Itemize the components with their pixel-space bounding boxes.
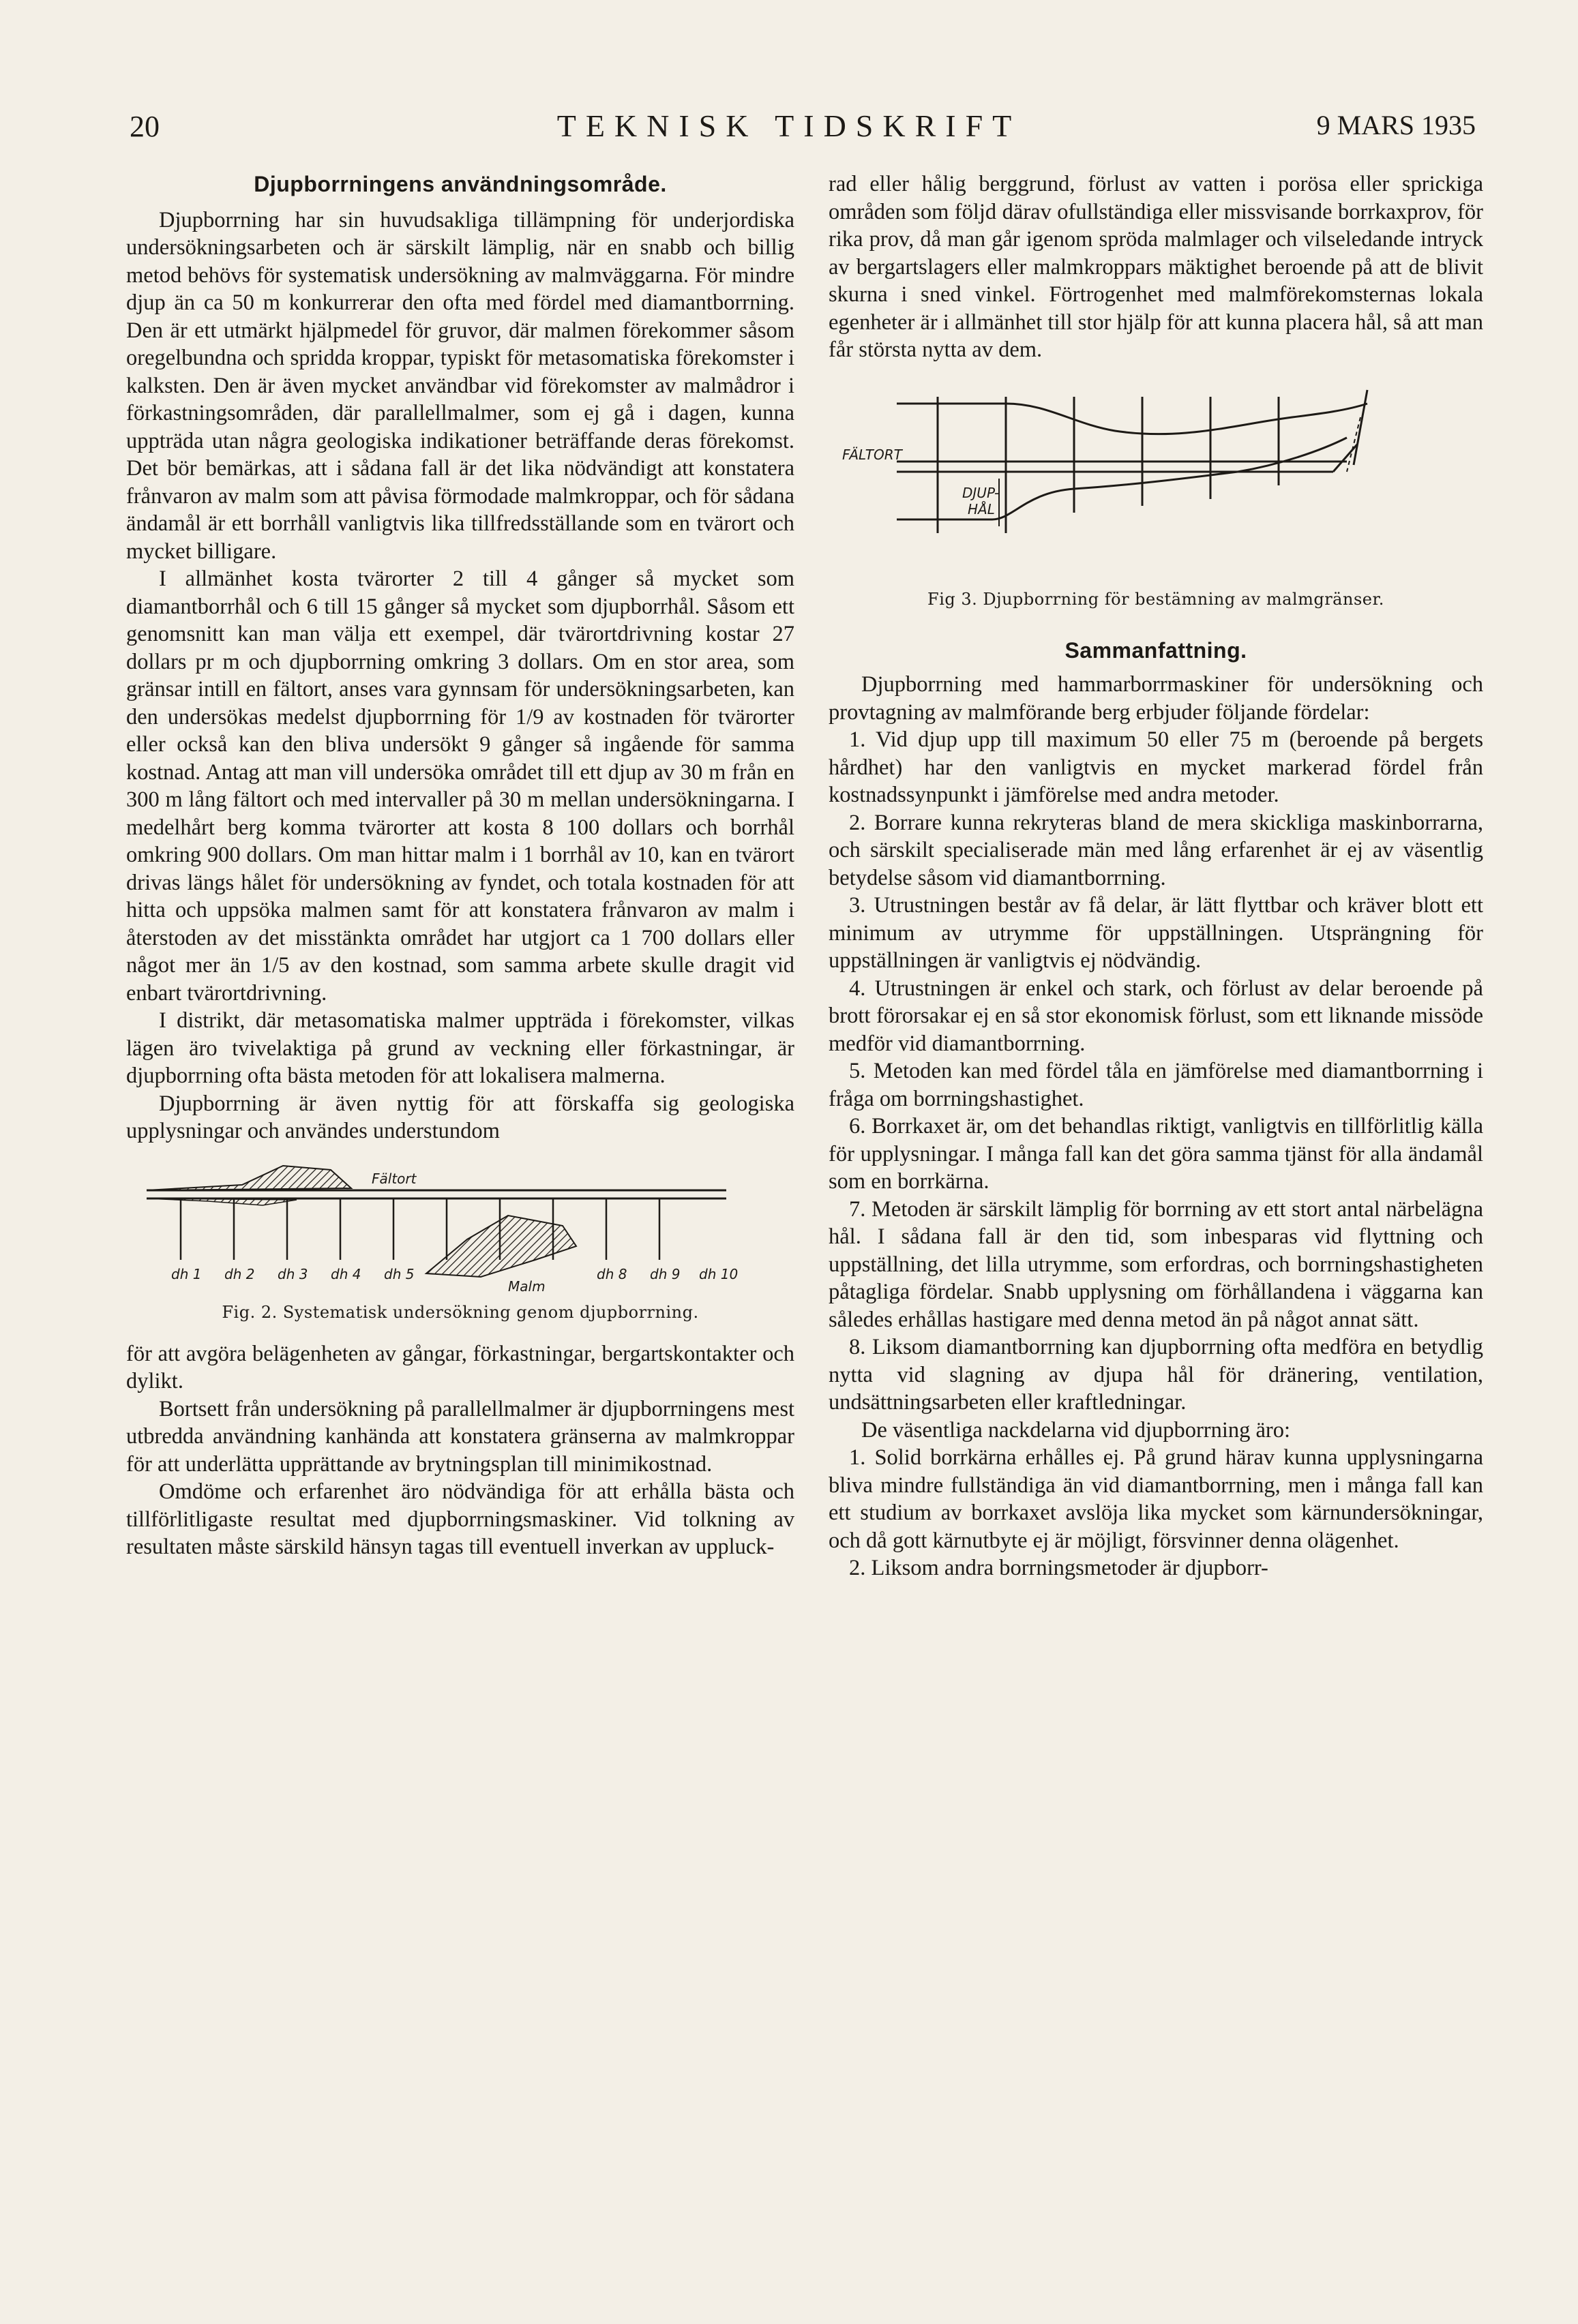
vein-line-1 <box>1354 390 1367 465</box>
label-dh1: dh 1 <box>171 1265 202 1282</box>
paragraph: Djupborrning med hammarborrmaskiner för undersökning och provtagning av malmförande berg erbjuder följande fördelar: <box>829 672 1483 725</box>
ore-body <box>426 1216 576 1277</box>
label-djup: DJUP- <box>962 484 1000 501</box>
paragraph: Bortsett från undersökning på parallellmalmer är djupborrningens mest utbredda användning kanhända att konstatera gränserna av malmkroppar för att underlätta upprättande av brytningsplan till minimikostnad. <box>126 1396 794 1477</box>
label-malm: Malm <box>508 1278 546 1294</box>
label-faltort: Fältort <box>372 1170 417 1187</box>
list-item: 6. Borrkaxet är, om det behandlas riktigt, vanligtvis en tillförlitlig källa för upplysningar. I många fall kan det göra samma tjänst för alla ändamål som en borrkärna. <box>829 1114 1483 1194</box>
list-item: 7. Metoden är särskilt lämplig för borrning av ett stort antal närbelägna hål. I sådana fall är den tid, som inbesparas vid flyttning och uppställning, det lilla utrymme, som erfordras, och borrningshastigheten påtagliga fördelar. Snabb upplysning om förhållandena i väggarna kan således erhållas hastigare med denna metod än på något annat sätt. <box>829 1196 1483 1332</box>
list-item: 8. Liksom diamantborrning kan djupborrning ofta medföra en betydlig nytta vid slagning av djupa hål för dränering, ventilation, undsättningsarbeten eller kraftledningar. <box>829 1335 1483 1415</box>
list-item: 4. Utrustningen är enkel och stark, och förlust av delar beroende på brott förorsakar ej en så stor ekonomisk förlust, som ett liknande missöde medför vid diamantborrning. <box>829 976 1483 1056</box>
paragraph: för att avgöra belägenheten av gångar, förkastningar, bergartskontakter och dylikt. <box>126 1341 794 1393</box>
label-dh10: dh 10 <box>699 1265 739 1282</box>
label-dh4: dh 4 <box>331 1265 361 1282</box>
section-heading-usage: Djupborrningens användningsområde. <box>254 172 667 196</box>
wall-hatching-lower <box>147 1198 297 1205</box>
label-dh2: dh 2 <box>224 1265 255 1282</box>
label-dh8: dh 8 <box>597 1265 627 1282</box>
list-item: 2. Borrare kunna rekryteras bland de mera skickliga maskinborrarna, och särskilt specialiserade män med lång erfarenhet är ej av väsentlig betydelse såsom vid diamantborrning. <box>829 810 1483 890</box>
paragraph: I distrikt, där metasomatiska malmer uppträda i förekomster, vilkas lägen äro tvivelaktiga på grund av veckning eller förkastningar, är djupborrning ofta bästa metoden för att lokalisera malmerna. <box>126 1008 794 1088</box>
list-item: 1. Vid djup upp till maximum 50 eller 75 m (beroende på bergets hårdhet) har den vanligtvis en mycket markerad fördel från kostnadssynpunkt i jämförelse med andra metoder. <box>829 727 1483 807</box>
figure-3-caption: Fig 3. Djupborrning för bestämning av malmgränser. <box>927 589 1384 609</box>
issue-date: 9 MARS 1935 <box>1316 110 1476 140</box>
figure-3-diagram <box>829 376 1442 581</box>
paragraph: I allmänhet kosta tvärorter 2 till 4 gånger så mycket som diamantborrhål och 6 till 15 gånger så mycket som djupborrhål. Såsom ett genomsnitt kan man välja ett exempel, där tvärortdrivning kostar 27 dollars pr m och djupborrning omkring 3 dollars. Om en stor area, som gränsar intill en fältort, anses vara gynnsam för undersökningsarbeten, kan den undersökas medelst djupborrning för 1/9 av kostnaden för tvärorter eller också kan den bliva undersökt 9 gånger så ingående för samma kostnad. Antag att man vill undersöka området till ett djup av 30 m från en 300 m lång fältort och med intervaller på 30 m mellan undersökningarna. I medelhårt berg komma tvärorter att kosta 8 100 dollars och borrhål omkring 900 dollars. Om man hittar malm i 1 borrhål av 10, kan en tvärort drivas längs hålet för undersökning av fyndet, och totala kostnaden för att hitta och uppsöka malmen samt för att konstatera frånvaron av malm i återstoden av det misstänkta området har utgjort ca 1 700 dollars eller något mer än 1/5 av den kostnad, som samma arbete skulle dragit vid enbart tvärortdrivning. <box>126 567 794 1006</box>
list-item: 2. Liksom andra borrningsmetoder är djupborr- <box>849 1556 1268 1580</box>
paragraph: De väsentliga nackdelarna vid djupborrning äro: <box>861 1417 1291 1443</box>
page-number: 20 <box>130 110 160 143</box>
figure-2-diagram <box>126 1158 740 1294</box>
paragraph: Omdöme och erfarenhet äro nödvändiga för att erhålla bästa och tillförlitligaste resultat med djupborrningsmaskiner. Vid tolkning av resultaten måste särskild hänsyn tagas till eventuell inverkan av uppluck- <box>126 1479 794 1559</box>
ore-boundary-upper <box>897 404 1367 434</box>
drill-holes <box>181 1198 659 1260</box>
section-heading-summary: Sammanfattning. <box>1065 637 1247 663</box>
label-hal: HÅL <box>968 500 995 517</box>
paragraph: Djupborrning har sin huvudsakliga tillämpning för underjordiska undersökningsarbeten och är särskilt lämplig, när en snabb och billig metod behövs för systematisk undersökning av malmväggarna. För mindre djup än ca 50 m konkurrerar den ofta med fördel med diamantborrning. Den är ett utmärkt hjälpmedel för gruvor, där malmen förekommer såsom oregelbundna och spridda kroppar, typiskt för metasomatiska förekomster i kalksten. Den är även mycket användbar vid förekomster av malmådror i förkastningsområden, där parallellmalmer, som ej gå i dagen, kunna uppträda utan några geologiska indikationer beträffande deras förekomst. Det bör bemärkas, att i sådana fall är det lika nödvändigt att konstatera frånvaron av malm som att påvisa förmodade malmkroppar, och för sådana ändamål är ett borrhåll vanligtvis lika tillfredsställande som en tvärort och mycket billigare. <box>126 207 794 564</box>
paragraph: rad eller hålig berggrund, förlust av vatten i porösa eller sprickiga områden som följd därav ofullständiga eller missvisande borrkaxprov, för rika prov, då man går igenom spröda malmlager och vilseledande intryck av bergartslagers eller malmkroppars mäktighet beroende på att de blivit skurna i sned vinkel. Förtrogenhet med malmförekomsternas lokala egenheter är i allmänhet till stor hjälp för att kunna placera hål, så att man får största nytta av dem. <box>829 172 1483 362</box>
figure-2 <box>126 1158 794 1323</box>
label-faltort: FÄLTORT <box>842 446 902 463</box>
page-header <box>0 102 1578 150</box>
label-dh3: dh 3 <box>278 1265 308 1282</box>
drift-bend <box>1333 444 1357 472</box>
figure-2-caption: Fig. 2. Systematisk undersökning genom djupborrning. <box>222 1302 699 1322</box>
list-item: 3. Utrustningen består av få delar, är lätt flyttbar och kräver blott ett minimum av utrymme för uppställningen. Utsprängning för uppställningen är vanligtvis ej nödvändig. <box>829 893 1483 973</box>
paragraph: Djupborrning är även nyttig för att förskaffa sig geologiska upplysningar och användes understundom <box>126 1091 794 1143</box>
list-item: 1. Solid borrkärna erhålles ej. På grund härav kunna upplysningarna bliva mindre fullständiga än vid diamantborrning, men i många fall kan ett studium av borrkaxet avslöja lika mycket som kärnundersökningar, och då gott kärnutbyte ej är möjligt, försvinner denna olägenhet. <box>829 1445 1483 1553</box>
left-column <box>126 170 794 1561</box>
label-dh5: dh 5 <box>384 1265 415 1282</box>
label-dh9: dh 9 <box>650 1265 681 1282</box>
wall-hatching <box>147 1166 351 1190</box>
figure-3 <box>829 376 1483 609</box>
right-column <box>829 170 1483 1582</box>
list-item: 5. Metoden kan med fördel tåla en jämförelse med diamantborrning i fråga om borrningshastighet. <box>829 1059 1483 1111</box>
journal-title: TEKNISK TIDSKRIFT <box>556 108 1022 143</box>
